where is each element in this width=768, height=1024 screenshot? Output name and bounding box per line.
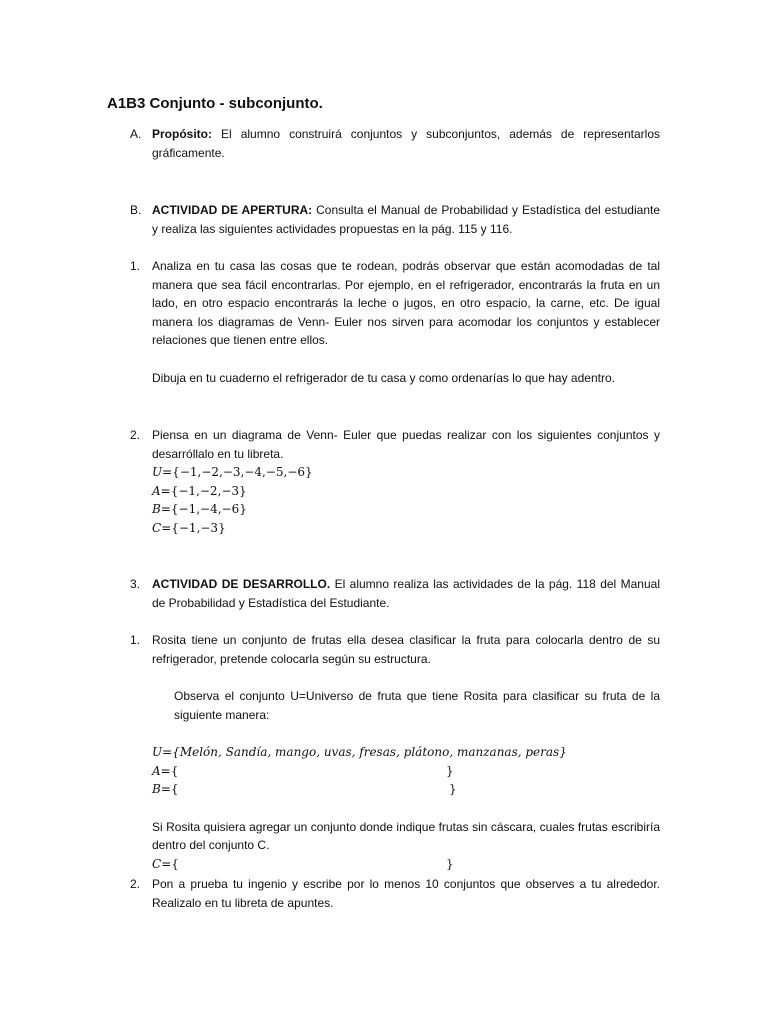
set-value: ={−1,−2,−3} bbox=[160, 483, 247, 498]
section-purpose bbox=[130, 125, 768, 162]
set-value: ={−1,−4,−6} bbox=[160, 502, 247, 516]
set-row-universe bbox=[152, 743, 660, 762]
set-name: B bbox=[152, 502, 161, 516]
paragraph-text: El alumno construirá conjuntos y subconjuntos, además de representarlos gráficamente. bbox=[152, 127, 660, 160]
set-value: ={−1,−3} bbox=[161, 520, 226, 535]
activity-1-fridge bbox=[130, 257, 768, 387]
activity-1-rosita bbox=[130, 631, 768, 873]
list-marker: 2. bbox=[130, 428, 141, 442]
paragraph: Si Rosita quisiera agregar un conjunto donde indique frutas sin cáscara, cuales frutas escribiría dentro del conjunto C. bbox=[152, 819, 660, 852]
section-opening-activity bbox=[130, 201, 768, 238]
bold-label: ACTIVIDAD DE APERTURA: bbox=[152, 203, 313, 217]
list-marker: 1. bbox=[130, 633, 141, 647]
set-value: ={−1,−2,−3,−4,−5,−6} bbox=[162, 465, 313, 479]
list-marker: 1. bbox=[130, 259, 141, 273]
activity-2-ingenio bbox=[130, 875, 768, 912]
paragraph bbox=[152, 201, 660, 238]
set-row bbox=[152, 500, 660, 519]
set-row-a bbox=[152, 762, 660, 781]
paragraph: Observa el conjunto U=Universo de fruta que tiene Rosita para clasificar su fruta de la siguiente manera: bbox=[174, 689, 660, 722]
paragraph: Dibuja en tu cuaderno el refrigerador de tu casa y como ordenarías lo que hay adentro. bbox=[152, 370, 615, 385]
paragraph: Pon a prueba tu ingenio y escribe por lo menos 10 conjuntos que observes a tu alrededor. Realizalo en tu libreta de apuntes. bbox=[152, 877, 660, 910]
set-name: U bbox=[152, 745, 163, 759]
set-row-b bbox=[152, 780, 660, 799]
set-name: C bbox=[152, 856, 162, 871]
set-name: B bbox=[152, 782, 161, 796]
bold-label: ACTIVIDAD DE DESARROLLO. bbox=[152, 577, 331, 591]
paragraph-text: Consulta el Manual de Probabilidad y Estadística del estudiante y realiza las siguientes actividades propuestas en la pág. 115 y 116. bbox=[152, 203, 661, 236]
set-close-brace: } bbox=[446, 763, 454, 778]
list-marker: 2. bbox=[130, 877, 141, 891]
set-open-brace: ={ bbox=[160, 782, 179, 796]
set-row-c bbox=[152, 855, 660, 874]
set-open-brace: ={ bbox=[160, 763, 179, 778]
document-title: A1B3 Conjunto - subconjunto. bbox=[107, 95, 323, 112]
paragraph bbox=[152, 125, 660, 162]
set-open-brace: ={ bbox=[161, 856, 179, 871]
fruit-sets bbox=[152, 743, 660, 799]
list-marker: B. bbox=[130, 203, 142, 217]
section-development-activity bbox=[130, 575, 768, 612]
set-row bbox=[152, 463, 660, 482]
paragraph: Analiza en tu casa las cosas que te rodean, podrás observar que están acomodadas de tal manera que sea fácil encontrarlas. Por ejemplo, en el refrigerador, encontrarás la fruta en un lado, en otro espacio encontrarás la leche o jugos, en otro espacio, la carne, etc. De igual manera los diagramas de Venn- Euler nos sirven para acomodar los conjuntos y establecer relaciones que tienen entre ellos. bbox=[152, 259, 660, 347]
set-row bbox=[152, 482, 660, 501]
set-close-brace: } bbox=[449, 782, 457, 796]
paragraph-text: El alumno realiza las actividades de la pág. 118 del Manual de Probabilidad y Estadística del Estudiante. bbox=[152, 577, 660, 610]
set-value: ={Melón, Sandía, mango, uvas, fresas, plátono, manzanas, peras} bbox=[162, 745, 567, 759]
set-close-brace: } bbox=[446, 856, 454, 871]
set-name: A bbox=[152, 763, 161, 778]
set-name: U bbox=[152, 465, 163, 479]
paragraph bbox=[152, 575, 660, 612]
list-marker: A. bbox=[130, 127, 142, 141]
paragraph: Piensa en un diagrama de Venn- Euler que puedas realizar con los siguientes conjuntos y desarróllalo en tu libreta. bbox=[152, 428, 660, 461]
set-list bbox=[152, 463, 660, 537]
set-row bbox=[152, 519, 660, 538]
set-name: C bbox=[152, 520, 162, 535]
list-marker: 3. bbox=[130, 577, 141, 591]
set-name: A bbox=[152, 483, 161, 498]
paragraph: Rosita tiene un conjunto de frutas ella desea clasificar la fruta para colocarla dentro de su refrigerador, pretende colocarla según su estructura. bbox=[152, 633, 660, 666]
activity-2-venn bbox=[130, 426, 768, 537]
bold-label: Propósito: bbox=[152, 127, 212, 141]
